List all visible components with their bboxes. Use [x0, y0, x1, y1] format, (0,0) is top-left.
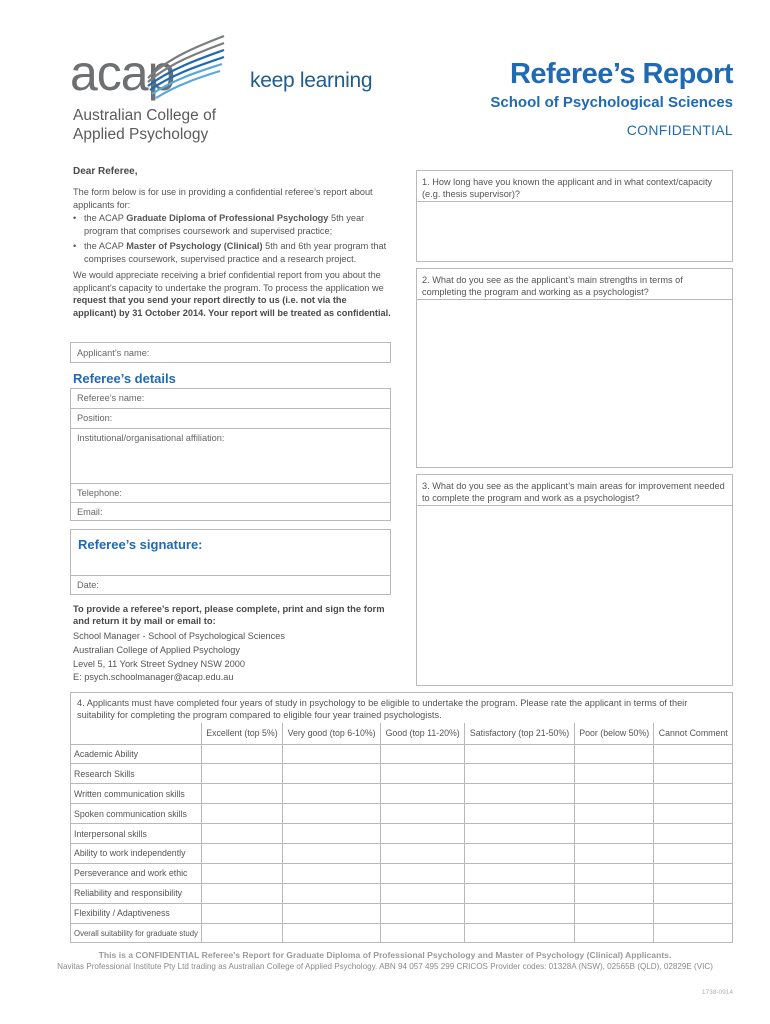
affiliation-label: Institutional/organisational affiliation: [77, 433, 225, 443]
criterion-label: Flexibility / Adaptiveness [71, 903, 201, 923]
address-line: Australian College of Applied Psychology [73, 644, 241, 655]
table-row [71, 804, 732, 824]
footer-legal: Navitas Professional Institute Pty Ltd trading as Australian College of Applied Psychology. ABN 94 057 495 299 CRICOS Provider codes: 01328A (NSW), 02565B (QLD), 02829E (VIC) [57, 962, 713, 971]
program-list-item: • the ACAP Master of Psychology (Clinical) 5th and 6th year program that comprises coursework, supervised practice and a research project. [73, 241, 387, 264]
rating-column-header: Poor (below 50%) [574, 723, 654, 744]
rating-cell[interactable] [465, 843, 575, 863]
address-line: Level 5, 11 York Street Sydney NSW 2000 [73, 658, 245, 669]
tagline-learning: learning [299, 69, 373, 92]
date-label: Date: [77, 580, 99, 590]
rating-cell[interactable] [201, 883, 282, 903]
rating-cell[interactable] [282, 923, 380, 943]
rating-cell[interactable] [574, 764, 654, 784]
rating-cell[interactable] [282, 863, 380, 883]
return-address [73, 630, 285, 685]
signature-heading: Referee’s signature: [78, 537, 203, 552]
rating-cell[interactable] [654, 744, 732, 764]
greeting: Dear Referee, [73, 166, 138, 177]
rating-cell[interactable] [201, 903, 282, 923]
return-instruction: To provide a referee’s report, please complete, print and sign the form and return it by mail or email to: [73, 603, 385, 626]
question-2-divider [417, 299, 732, 300]
rating-cell[interactable] [465, 784, 575, 804]
table-row [71, 824, 732, 844]
rating-column-header: Cannot Comment [654, 723, 732, 744]
rating-cell[interactable] [574, 744, 654, 764]
college-name-line2: Applied Psychology [73, 126, 209, 143]
rating-cell[interactable] [654, 883, 732, 903]
rating-cell[interactable] [381, 863, 465, 883]
rating-cell[interactable] [465, 824, 575, 844]
rating-cell[interactable] [381, 824, 465, 844]
rating-cell[interactable] [574, 863, 654, 883]
rating-cell[interactable] [574, 903, 654, 923]
rating-column-header: Very good (top 6-10%) [282, 723, 380, 744]
rating-cell[interactable] [282, 744, 380, 764]
rating-cell[interactable] [201, 804, 282, 824]
rating-header-row [71, 723, 732, 744]
bullet-icon: • [73, 241, 77, 251]
affiliation-field[interactable] [71, 429, 390, 484]
criterion-label: Academic Ability [71, 744, 201, 764]
table-row [71, 764, 732, 784]
table-row [71, 883, 732, 903]
rating-cell[interactable] [654, 824, 732, 844]
rating-cell[interactable] [465, 923, 575, 943]
question-2-text: 2. What do you see as the applicant’s main strengths in terms of completing the program and working as a psychologist? [422, 275, 683, 297]
question-1-divider [417, 201, 732, 202]
acap-swoosh-icon [146, 30, 226, 100]
rating-column-header: Excellent (top 5%) [201, 723, 282, 744]
rating-cell[interactable] [465, 744, 575, 764]
email-label: Email: [77, 507, 103, 517]
page-subtitle: School of Psychological Sciences [490, 94, 733, 111]
question-3-text: 3. What do you see as the applicant’s main areas for improvement needed to complete the program and work as a psychologist? [422, 481, 725, 503]
referee-details-heading: Referee’s details [73, 371, 176, 386]
program-list [73, 212, 391, 268]
rating-cell[interactable] [654, 804, 732, 824]
rating-cell[interactable] [282, 824, 380, 844]
question-4-text: 4. Applicants must have completed four years of study in psychology to be eligible to undertake the program. Please rate the applicant in terms of their suitability for completing the program compared to eligible four year trained psychologists. [77, 698, 688, 720]
applicant-name-label: Applicant’s name: [77, 348, 150, 358]
position-field[interactable] [71, 409, 390, 429]
criterion-label: Spoken communication skills [71, 804, 201, 824]
rating-column-header: Good (top 11-20%) [381, 723, 465, 744]
rating-cell[interactable] [654, 764, 732, 784]
rating-cell[interactable] [574, 824, 654, 844]
rating-cell[interactable] [381, 804, 465, 824]
rating-cell[interactable] [381, 843, 465, 863]
position-label: Position: [77, 413, 113, 423]
criterion-label: Written communication skills [71, 784, 201, 804]
criterion-label: Research Skills [71, 764, 201, 784]
rating-cell[interactable] [282, 764, 380, 784]
rating-cell[interactable] [465, 764, 575, 784]
signature-divider [71, 575, 390, 576]
rating-cell[interactable] [282, 804, 380, 824]
rating-cell[interactable] [381, 903, 465, 923]
applicant-name-field[interactable] [70, 342, 391, 363]
rating-cell[interactable] [574, 843, 654, 863]
program-list-item: • the ACAP Graduate Diploma of Professional Psychology 5th year program that comprises coursework and supervised practice; [73, 213, 365, 236]
rating-cell[interactable] [201, 824, 282, 844]
rating-cell[interactable] [381, 744, 465, 764]
question-1-text: 1. How long have you known the applicant and in what context/capacity (e.g. thesis supervisor)? [422, 177, 713, 199]
rating-cell[interactable] [654, 843, 732, 863]
rating-cell[interactable] [654, 923, 732, 943]
rating-cell[interactable] [201, 744, 282, 764]
rating-cell[interactable] [282, 883, 380, 903]
form-code: 1738-0914 [701, 989, 733, 996]
rating-cell[interactable] [465, 903, 575, 923]
rating-cell[interactable] [381, 883, 465, 903]
rating-column-header: Satisfactory (top 21-50%) [465, 723, 575, 744]
address-email[interactable]: E: psych.schoolmanager@acap.edu.au [73, 672, 234, 683]
referee-name-field[interactable] [71, 389, 390, 409]
rating-cell[interactable] [465, 804, 575, 824]
criterion-label: Interpersonal skills [71, 824, 201, 844]
confidential-label: CONFIDENTIAL [626, 122, 733, 138]
criterion-label: Overall suitability for graduate study [71, 923, 201, 943]
rating-cell[interactable] [381, 923, 465, 943]
referee-name-label: Referee’s name: [77, 393, 145, 403]
question-2-box[interactable] [416, 268, 733, 468]
rating-cell[interactable] [574, 923, 654, 943]
rating-header-blank [71, 723, 201, 744]
rating-section [70, 692, 733, 943]
rating-cell[interactable] [201, 843, 282, 863]
rating-cell[interactable] [381, 764, 465, 784]
table-row [71, 843, 732, 863]
email-field[interactable] [71, 503, 390, 521]
table-row [71, 923, 732, 943]
rating-cell[interactable] [282, 903, 380, 923]
signature-box[interactable] [70, 529, 391, 595]
college-name [73, 106, 216, 144]
question-3-box[interactable] [416, 474, 733, 686]
telephone-label: Telephone: [77, 488, 122, 498]
bullet-icon: • [73, 213, 77, 223]
telephone-field[interactable] [71, 484, 390, 503]
table-row [71, 744, 732, 764]
rating-cell[interactable] [465, 883, 575, 903]
address-line: School Manager - School of Psychological Sciences [73, 631, 285, 641]
acap-logo-wordmark: acap [70, 45, 175, 101]
tagline [250, 70, 372, 91]
intro-paragraph: The form below is for use in providing a confidential referee’s report about applicants for: [73, 187, 373, 210]
rating-cell[interactable] [654, 903, 732, 923]
page-title: Referee’s Report [509, 58, 733, 90]
question-1-box[interactable] [416, 170, 733, 262]
rating-table [71, 723, 732, 943]
rating-cell[interactable] [201, 863, 282, 883]
criterion-label: Ability to work independently [71, 843, 201, 863]
criterion-label: Reliability and responsibility [71, 883, 201, 903]
rating-cell[interactable] [465, 863, 575, 883]
criterion-label: Perseverance and work ethic [71, 863, 201, 883]
table-row [71, 903, 732, 923]
rating-cell[interactable] [201, 923, 282, 943]
table-row [71, 784, 732, 804]
rating-cell[interactable] [654, 784, 732, 804]
rating-cell[interactable] [282, 784, 380, 804]
rating-cell[interactable] [201, 764, 282, 784]
rating-cell[interactable] [574, 784, 654, 804]
college-name-line1: Australian College of [73, 107, 217, 124]
tagline-keep: keep [250, 69, 295, 92]
rating-cell[interactable] [654, 863, 732, 883]
footer-confidential-note: This is a CONFIDENTIAL Referee’s Report for Graduate Diploma of Professional Psychology and Master of Psychology (Clinical) Applicants. [98, 950, 672, 960]
rating-cell[interactable] [574, 883, 654, 903]
rating-cell[interactable] [574, 804, 654, 824]
request-paragraph: We would appreciate receiving a brief confidential report from you about the applicant’s capacity to undertake the program. To process the application we request that you send your report directly to us (i.e. not via the applicant) by 31 October 2014. Your report will be treated as confidential. [73, 270, 391, 318]
question-3-divider [417, 505, 732, 506]
referee-details-box [70, 388, 391, 521]
table-row [71, 863, 732, 883]
rating-cell[interactable] [282, 843, 380, 863]
rating-cell[interactable] [201, 784, 282, 804]
rating-cell[interactable] [381, 784, 465, 804]
